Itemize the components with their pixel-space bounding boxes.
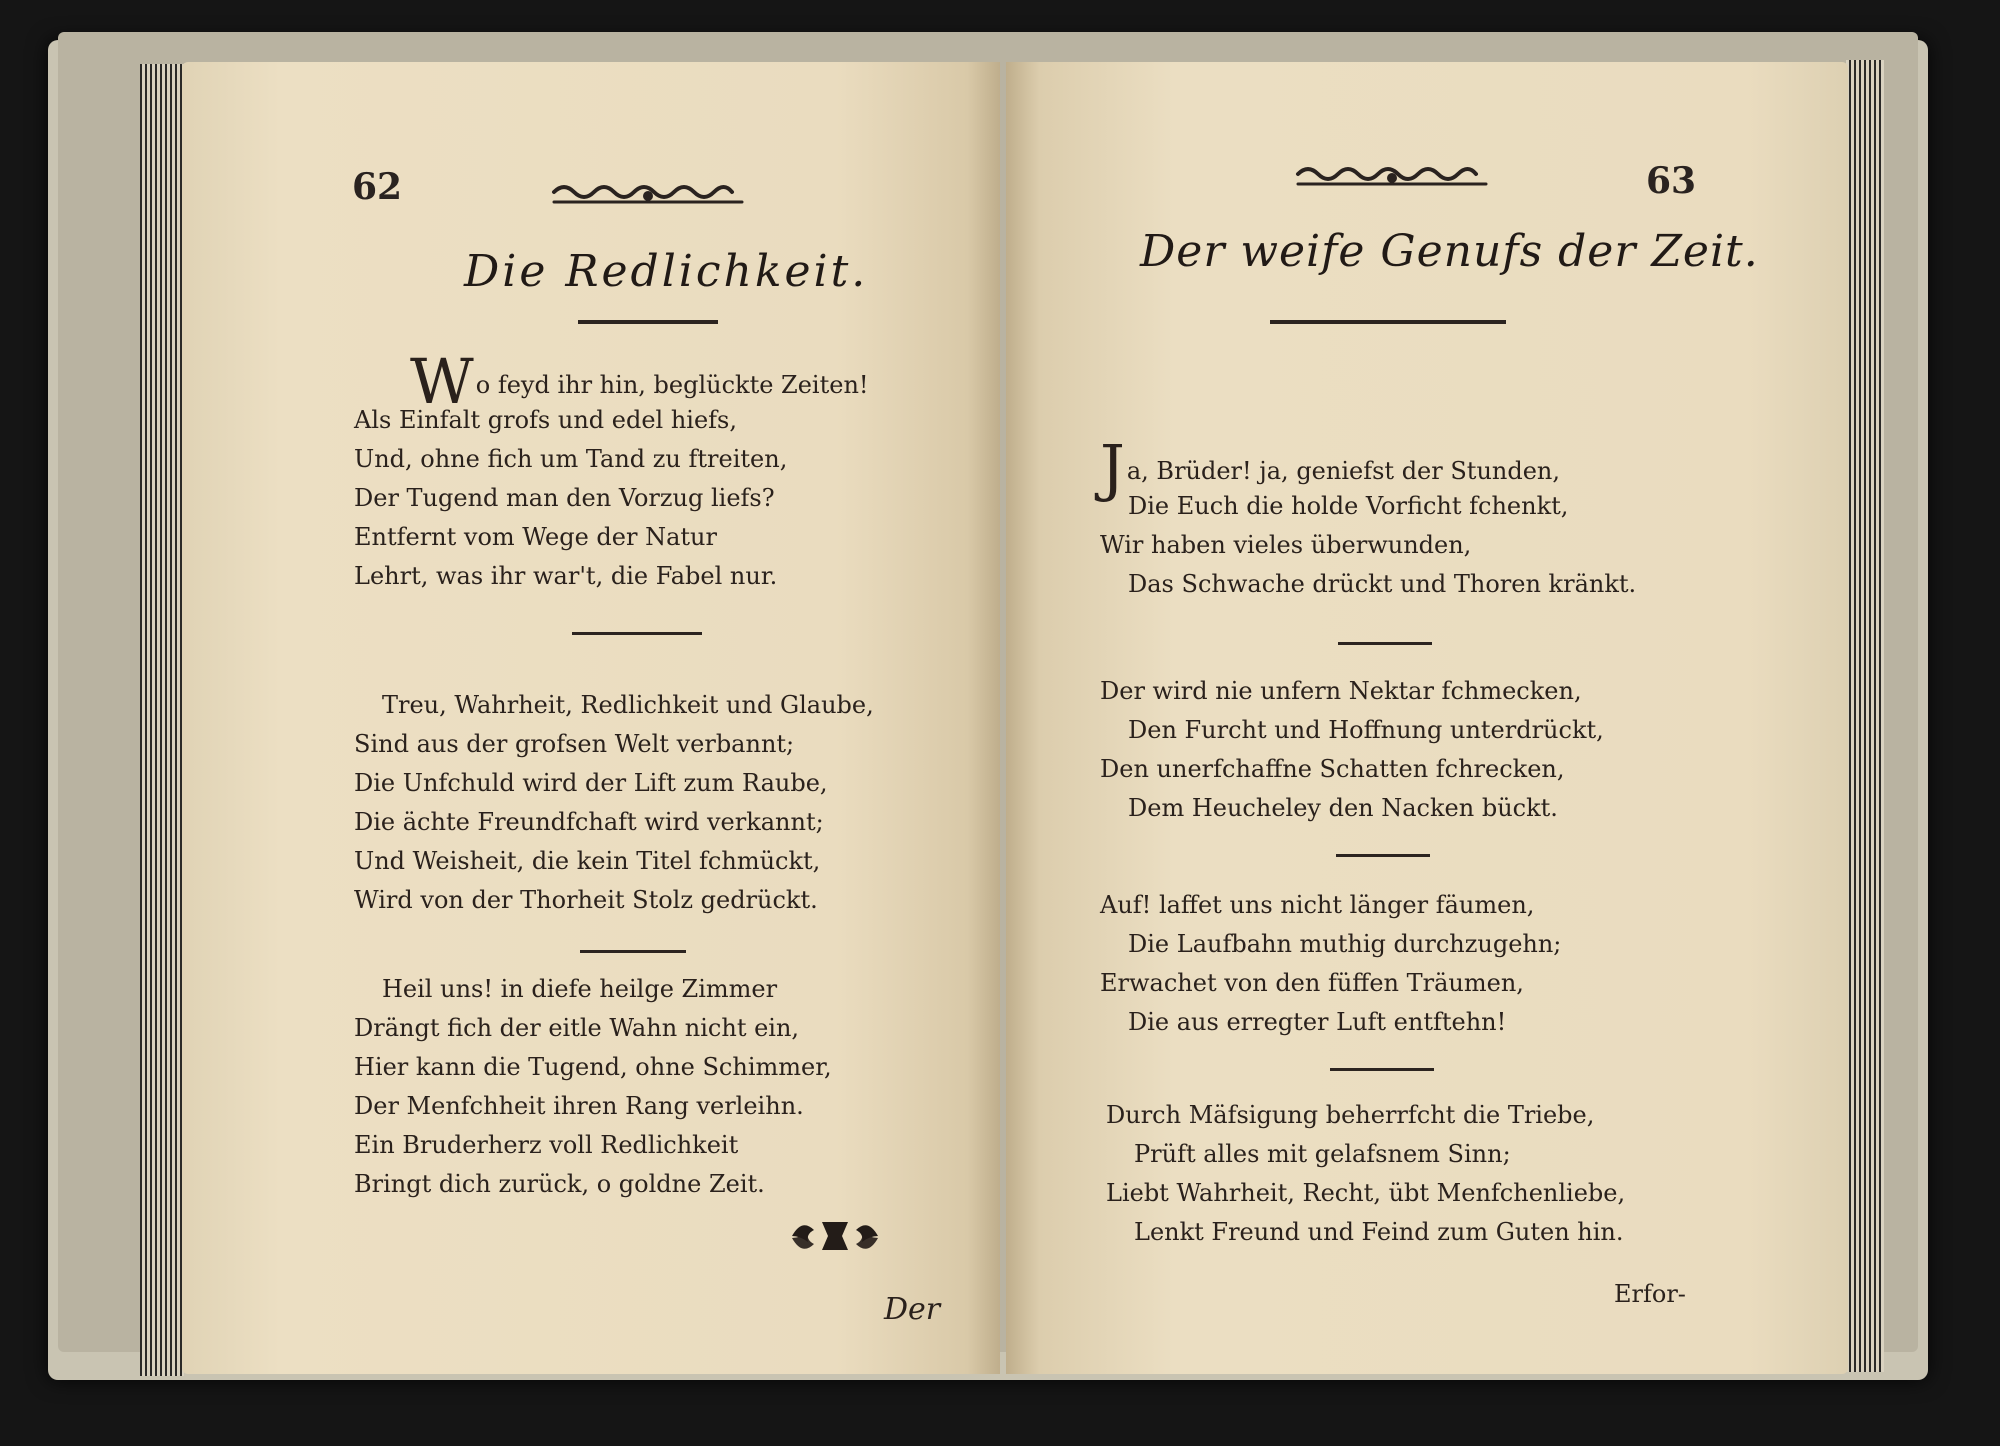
catchword: Erfor- [1614, 1280, 1686, 1308]
verse-line: Als Einfalt grofs und edel hiefs, [354, 406, 738, 434]
verse-line: Hier kann die Tugend, ohne Schimmer, [354, 1053, 832, 1081]
verse-line: Die Euch die holde Vorficht fchenkt, [1128, 492, 1569, 520]
page-number: 63 [1646, 160, 1697, 202]
verse-line: Das Schwache drückt und Thoren kränkt. [1128, 570, 1637, 598]
stanza-2 [1100, 672, 1604, 828]
verse-line: Ein Bruderherz voll Redlichkeit [354, 1131, 739, 1159]
verse-line: Der Menfchheit ihren Rang verleihn. [354, 1092, 804, 1120]
verse-line: Der Tugend man den Vorzug liefs? [354, 484, 775, 512]
stanza-3 [1100, 886, 1561, 1042]
stanza-1 [1100, 431, 1637, 604]
stanza-divider [1330, 1068, 1434, 1071]
verse-line: Entfernt vom Wege der Natur [354, 523, 717, 551]
verse-line: Die Unfchuld wird der Lift zum Raube, [354, 769, 828, 797]
verse-line: Die ächte Freundfchaft wird verkannt; [354, 808, 824, 836]
headpiece-ornament-icon [1292, 162, 1492, 196]
page-edges-left [140, 64, 184, 1376]
headpiece-ornament-icon [548, 180, 748, 214]
stanza-divider [572, 632, 702, 635]
verse-line: Prüft alles mit gelafsnem Sinn; [1134, 1140, 1511, 1168]
verse-line: Den Furcht und Hoffnung unterdrückt, [1128, 716, 1604, 744]
verse-line: Lenkt Freund und Feind zum Guten hin. [1134, 1218, 1624, 1246]
verse-line: Erwachet von den füffen Träumen, [1100, 969, 1524, 997]
drop-cap: J [1100, 431, 1125, 504]
catchword: Der [884, 1292, 941, 1327]
verse-line: Durch Mäfsigung beherrfcht die Triebe, [1106, 1101, 1595, 1129]
stanza-1 [354, 345, 869, 596]
verse-line: Und Weisheit, die kein Titel fchmückt, [354, 847, 821, 875]
page-number: 62 [352, 166, 403, 208]
stanza-divider [580, 950, 686, 953]
verse-line: Treu, Wahrheit, Redlichkeit und Glaube, [382, 691, 874, 719]
verse-line: Und, ohne fich um Tand zu ftreiten, [354, 445, 788, 473]
verse-line: Die aus erregter Luft entftehn! [1128, 1008, 1507, 1036]
verse-line: Liebt Wahrheit, Recht, übt Menfchenliebe, [1106, 1179, 1626, 1207]
right-page [1006, 62, 1848, 1374]
left-page [182, 62, 1000, 1374]
verse-line: Die Laufbahn muthig durchzugehn; [1128, 930, 1562, 958]
poem-title: Die Redlichkeit. [464, 246, 869, 297]
verse-line: Drängt fich der eitle Wahn nicht ein, [354, 1014, 800, 1042]
stanza-4 [1106, 1096, 1625, 1252]
title-rule [1270, 320, 1506, 324]
stanza-divider [1336, 854, 1430, 857]
verse-line: Den unerfchaffne Schatten fchrecken, [1100, 755, 1565, 783]
verse-line: Lehrt, was ihr war't, die Fabel nur. [354, 562, 778, 590]
verse-line: Heil uns! in diefe heilge Zimmer [382, 975, 778, 1003]
verse-line: Ja, Brüder! ja, geniefst der Stunden, [1100, 431, 1561, 504]
stanza-2 [354, 686, 874, 920]
tailpiece-ornament-icon [788, 1214, 882, 1258]
verse-line: Bringt dich zurück, o goldne Zeit. [354, 1170, 765, 1198]
verse-line: Wo feyd ihr hin, beglückte Zeiten! [410, 345, 869, 418]
verse-line: Sind aus der grofsen Welt verbannt; [354, 730, 795, 758]
page-edges-right [1846, 60, 1884, 1372]
verse-line: Wir haben vieles überwunden, [1100, 531, 1472, 559]
poem-title: Der weife Genufs der Zeit. [1140, 226, 1759, 277]
verse-line: Wird von der Thorheit Stolz gedrückt. [354, 886, 818, 914]
verse-line: Der wird nie unfern Nektar fchmecken, [1100, 677, 1582, 705]
verse-line: Auf! laffet uns nicht länger fäumen, [1100, 891, 1535, 919]
drop-cap: W [410, 345, 474, 418]
stanza-3 [354, 970, 832, 1204]
verse-line: Dem Heucheley den Nacken bückt. [1128, 794, 1558, 822]
stanza-divider [1338, 642, 1432, 645]
title-rule [578, 320, 718, 324]
